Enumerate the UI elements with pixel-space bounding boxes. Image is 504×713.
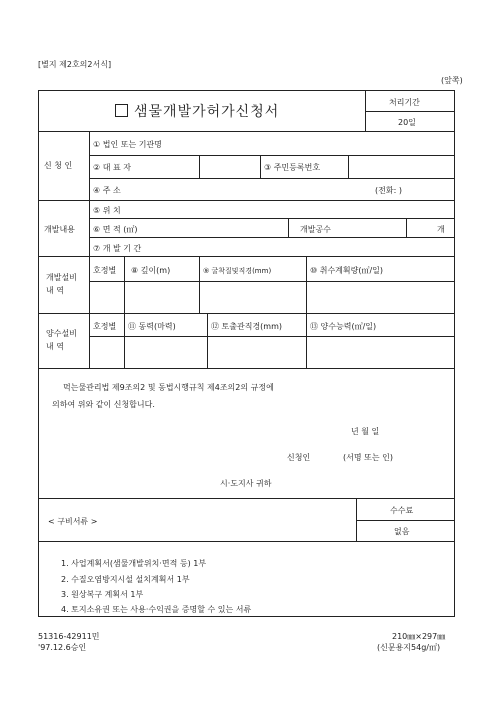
required-docs-label: < 구비서류 > [48, 517, 98, 526]
fee-label: 수수료 [390, 506, 414, 515]
form-reference: [별지 제2호의2서식] [38, 60, 112, 69]
doc-item-2: 2. 수질오염방지시설 설치계획서 1부 [61, 575, 190, 584]
phone-label: (전화: ) [375, 186, 402, 195]
dev-col-intake: ⑩ 취수계획량(㎥/일) [310, 266, 384, 275]
area-label: ⑥ 면 적 (㎡) [93, 225, 138, 234]
pump-col-well: 호정별 [93, 322, 117, 331]
dev-facility-label-1: 개발설비 [46, 273, 77, 282]
dev-col-diameter: ⑨ 굴착질및직경(mm) [203, 267, 272, 275]
corp-name-label: ① 법인 또는 기관명 [93, 140, 162, 149]
declaration-line-2: 의하여 위와 같이 신청합니다. [52, 400, 155, 409]
doc-item-4: 4. 토지소유권 또는 사용·수익권을 증명할 수 있는 서류 [61, 605, 252, 614]
declaration-signature: (서명 또는 인) [343, 453, 393, 462]
location-label: ⑤ 위 치 [93, 206, 121, 215]
wells-label: 개발공수 [300, 225, 331, 234]
address-label: ④ 주 소 [93, 186, 121, 195]
processing-period-value: 20일 [398, 118, 416, 127]
page-side-label: (앞쪽) [441, 76, 463, 85]
footer-paper: (신문용지54g/㎡) [377, 643, 441, 652]
applicant-section-label: 신 청 인 [44, 161, 73, 170]
processing-period-label: 처리기간 [389, 98, 420, 107]
doc-item-1: 1. 사업계획서(샘물개발위치·면적 등) 1부 [61, 559, 207, 568]
period-label: ⑦ 개 발 기 간 [93, 244, 142, 253]
pump-col-capacity: ⑬ 양수능력(㎥/일) [310, 322, 377, 331]
doc-item-3: 3. 원상복구 계획서 1부 [61, 590, 144, 599]
footer-size: 210㎜×297㎜ [392, 632, 446, 641]
pump-facility-label-2: 내 역 [46, 342, 64, 351]
declaration-date: 년 월 일 [351, 427, 380, 436]
form-title-text: 샘물개발가허가신청서 [134, 104, 280, 120]
wells-unit: 개 [437, 225, 445, 234]
dev-col-well: 호정별 [93, 266, 117, 275]
declaration-applicant: 신청인 [287, 453, 311, 462]
declaration-line-1: 먹는물관리법 제9조의2 및 동법시행규칙 제4조의2의 규정에 [63, 383, 274, 392]
representative-label: ② 대 표 자 [93, 163, 131, 172]
fee-value: 없음 [394, 527, 410, 536]
checkbox-icon [115, 104, 128, 117]
dev-section-label: 개발내용 [44, 225, 75, 234]
pump-col-power: ⑪ 동력(마력) [128, 322, 176, 331]
dev-col-depth: ⑧ 깊이(m) [131, 266, 171, 275]
pump-facility-label-1: 양수설비 [46, 329, 77, 338]
footer-approved: '97.12.6승인 [38, 643, 87, 652]
pump-col-outlet: ⑫ 토출관직경(mm) [211, 322, 283, 331]
form-title [115, 101, 279, 121]
declaration-recipient: 시·도지사 귀하 [220, 479, 272, 488]
footer-code: 51316-42911민 [38, 632, 100, 641]
dev-facility-label-2: 내 역 [46, 286, 64, 295]
id-number-label: ③ 주민등록번호 [264, 163, 321, 172]
